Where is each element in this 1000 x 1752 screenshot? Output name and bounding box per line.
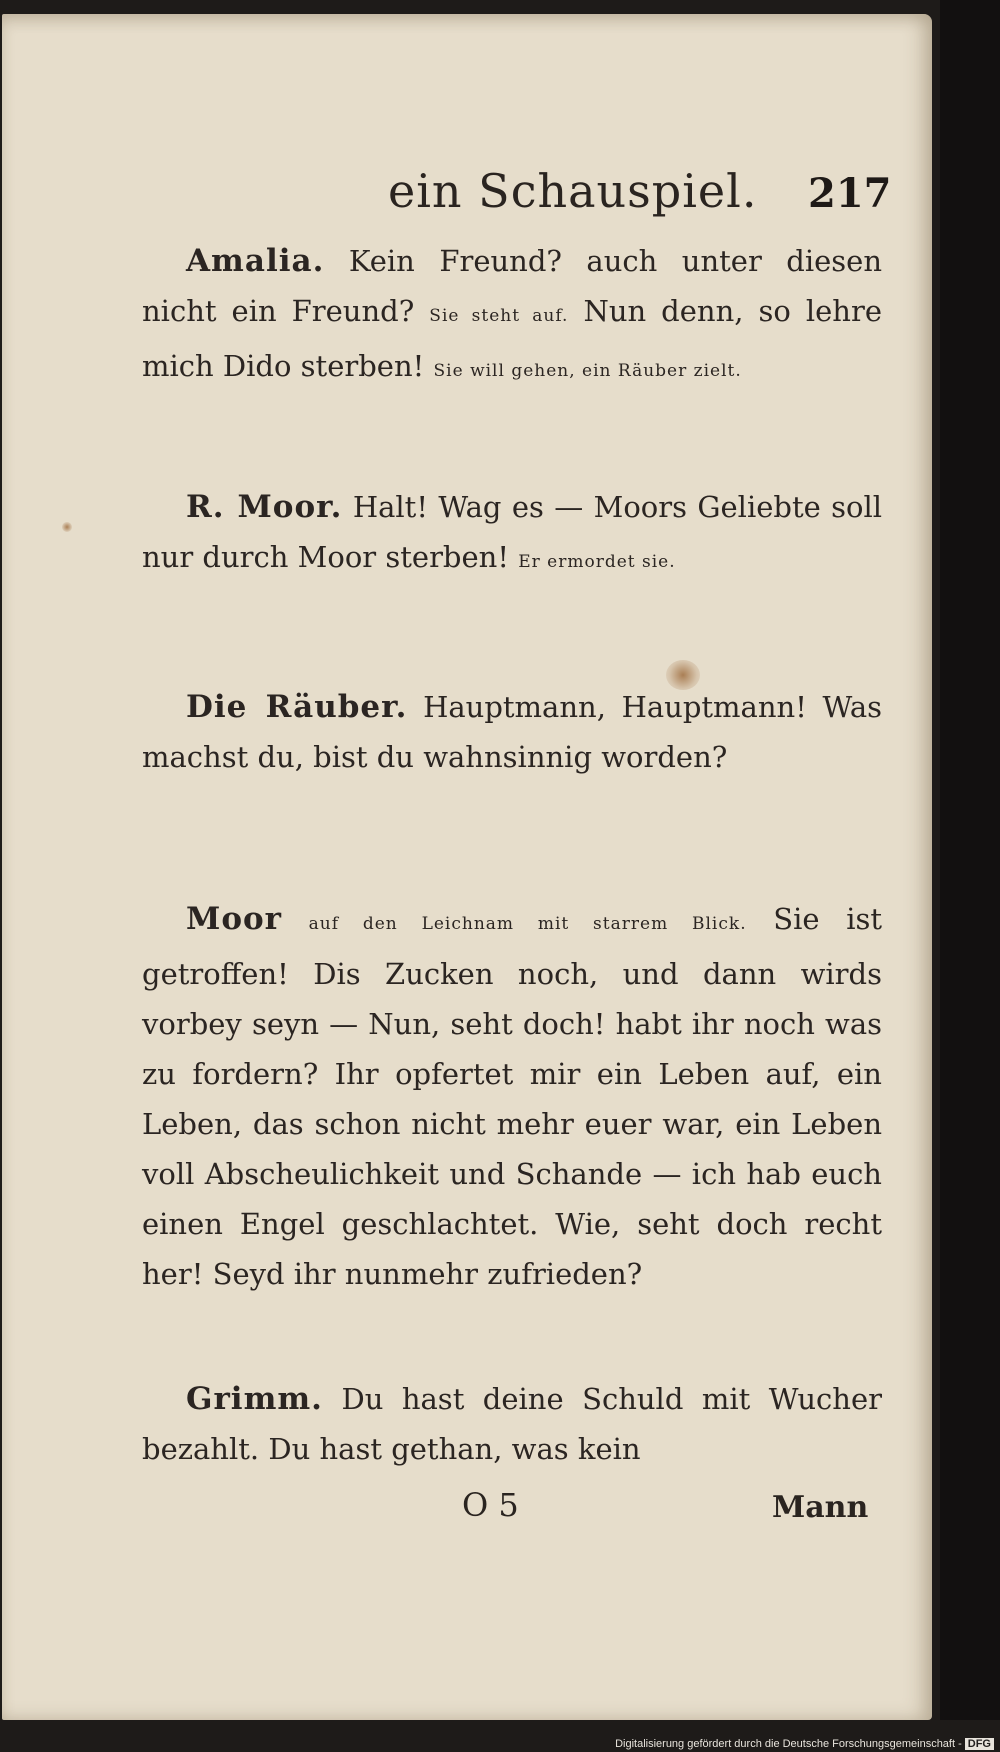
stage-direction: Sie will gehen, ein Räuber zielt. xyxy=(433,361,742,381)
dialogue-text: Du hast deine Schuld mit Wucher bezahlt. Du hast gethan, was kein xyxy=(142,1382,882,1466)
stage-direction: Sie steht auf. xyxy=(429,306,569,326)
paragraph-die-rauber xyxy=(142,682,882,782)
dfg-logo: DFG xyxy=(965,1738,994,1750)
dialogue-text: Nun denn, so lehre mich Dido sterben! xyxy=(142,294,882,383)
paragraph-moor xyxy=(142,894,882,1299)
signature-mark: O 5 xyxy=(462,1486,519,1524)
digitization-credit xyxy=(615,1738,994,1750)
stain-spot xyxy=(62,522,72,532)
dialogue-text: Sie ist getroffen! Dis Zucken noch, und dann wirds vorbey seyn — Nun, seht doch! habt ihr noch was zu fordern? Ihr opfertet mir ein Leben auf, ein Leben, das schon nicht mehr euer war, ein Leben voll Abscheulichkeit und Schande — ich hab euch einen Engel geschlachtet. Wie, seht doch recht her! Seyd ihr nunmehr zufrieden? xyxy=(142,902,883,1291)
speaker-name: Grimm. xyxy=(186,1381,323,1417)
speaker-name: R. Moor. xyxy=(186,489,343,525)
catchword: Mann xyxy=(772,1490,869,1525)
dialogue-text: Hauptmann, Hauptmann! Was machst du, bist du wahnsinnig worden? xyxy=(142,690,882,774)
paragraph-r-moor xyxy=(142,482,882,587)
paragraph-grimm xyxy=(142,1374,882,1474)
stage-direction: Er ermordet sie. xyxy=(518,552,676,572)
speaker-name: Moor xyxy=(186,901,283,937)
dialogue-text: Halt! Wag es — Moors Geliebte soll nur durch Moor sterben! xyxy=(142,490,883,574)
speaker-name: Amalia. xyxy=(186,243,325,279)
speaker-name: Die Räuber. xyxy=(186,689,408,725)
stage-direction: auf den Leichnam mit starrem Blick. xyxy=(308,914,747,934)
dialogue-text: Kein Freund? auch unter diesen nicht ein Freund? xyxy=(142,244,882,328)
page-header xyxy=(2,164,902,234)
book-page xyxy=(2,14,932,1720)
credit-text: Digitalisierung gefördert durch die Deutsche Forschungsgemeinschaft - xyxy=(615,1738,962,1750)
running-title: ein Schauspiel. xyxy=(388,164,758,218)
scan-dark-edge xyxy=(940,0,1000,1720)
paragraph-amalia xyxy=(142,236,882,396)
page-number: 217 xyxy=(808,170,892,217)
